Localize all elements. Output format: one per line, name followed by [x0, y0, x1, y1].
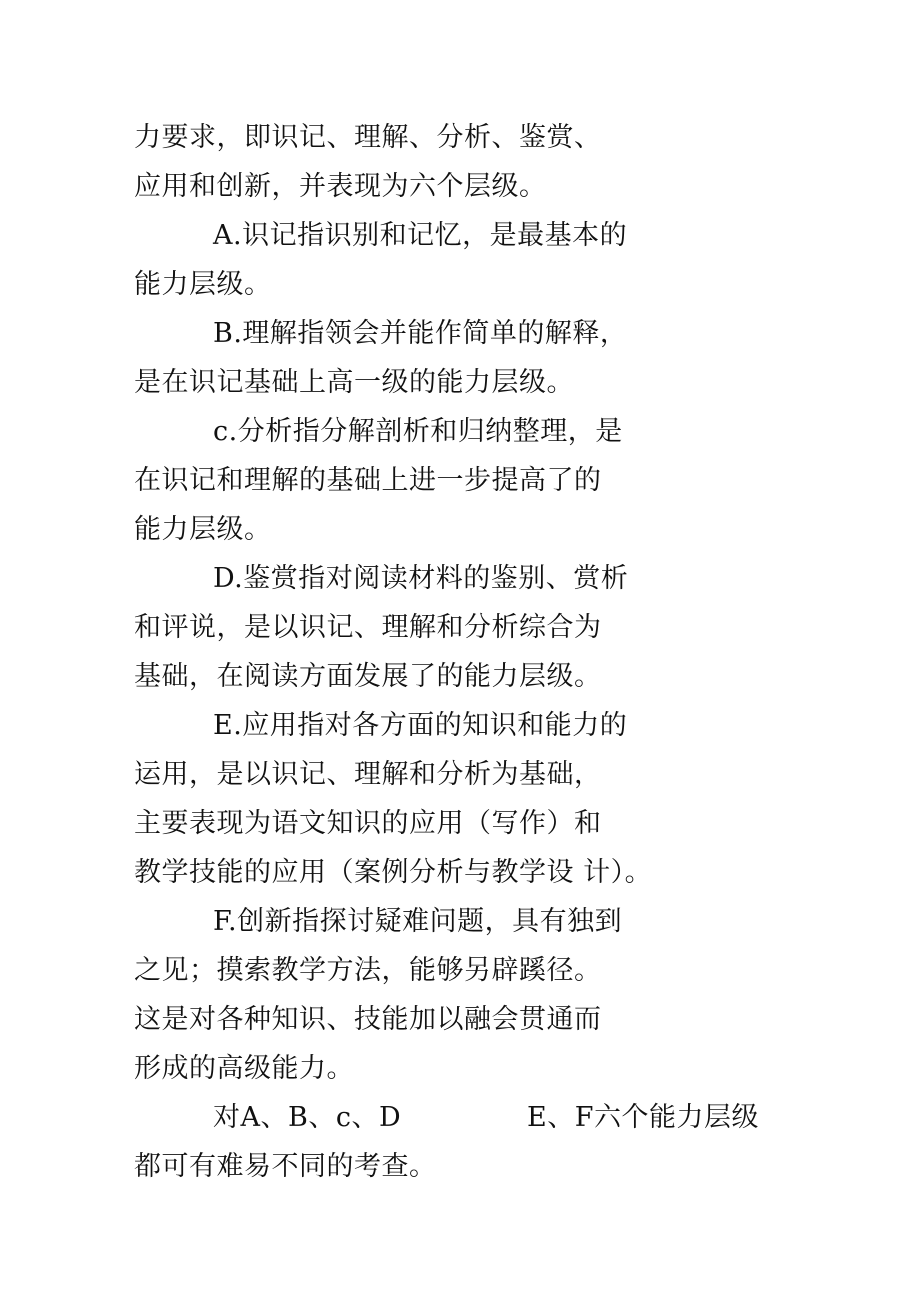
text-line: 能力层级。: [134, 269, 272, 300]
text-line: 形成的高级能力。: [134, 1053, 354, 1084]
text-line: 应用和创新，并表现为六个层级。: [134, 171, 547, 202]
text-line: 力要求，即识记、理解、分析、鉴赏、: [134, 122, 602, 153]
item-c-line: c.分析指分解剖析和归纳整理，是: [213, 416, 623, 447]
text-line: 运用，是以识记、理解和分析为基础，: [134, 759, 602, 790]
item-e-line: E.应用指对各方面的知识和能力的: [213, 710, 628, 741]
text-line: 之见；摸索教学方法，能够另辟蹊径。: [134, 955, 602, 986]
item-a-line: A.识记指识别和记忆，是最基本的: [213, 220, 628, 251]
item-d-line: D.鉴赏指对阅读材料的鉴别、赏析: [213, 563, 629, 594]
text-line: 能力层级。: [134, 514, 272, 545]
text-line: 基础，在阅读方面发展了的能力层级。: [134, 661, 602, 692]
closing-line-end: 都可有难易不同的考查。: [134, 1151, 437, 1182]
text-line: 教学技能的应用（案例分析与教学设 计）。: [134, 857, 653, 888]
closing-line-left: 对A、B、c、D: [213, 1102, 402, 1133]
text-line: 这是对各种知识、技能加以融会贯通而: [134, 1004, 602, 1035]
text-line: 和评说，是以识记、理解和分析综合为: [134, 612, 602, 643]
text-line: 是在识记基础上高一级的能力层级。: [134, 367, 574, 398]
item-f-line: F.创新指探讨疑难问题，具有独到: [213, 906, 623, 937]
text-line: 在识记和理解的基础上进一步提高了的: [134, 465, 602, 496]
item-b-line: B.理解指领会并能作简单的解释，: [213, 318, 628, 349]
closing-line-right: E、F六个能力层级: [527, 1102, 759, 1133]
text-line: 主要表现为语文知识的应用（写作）和: [134, 808, 602, 839]
